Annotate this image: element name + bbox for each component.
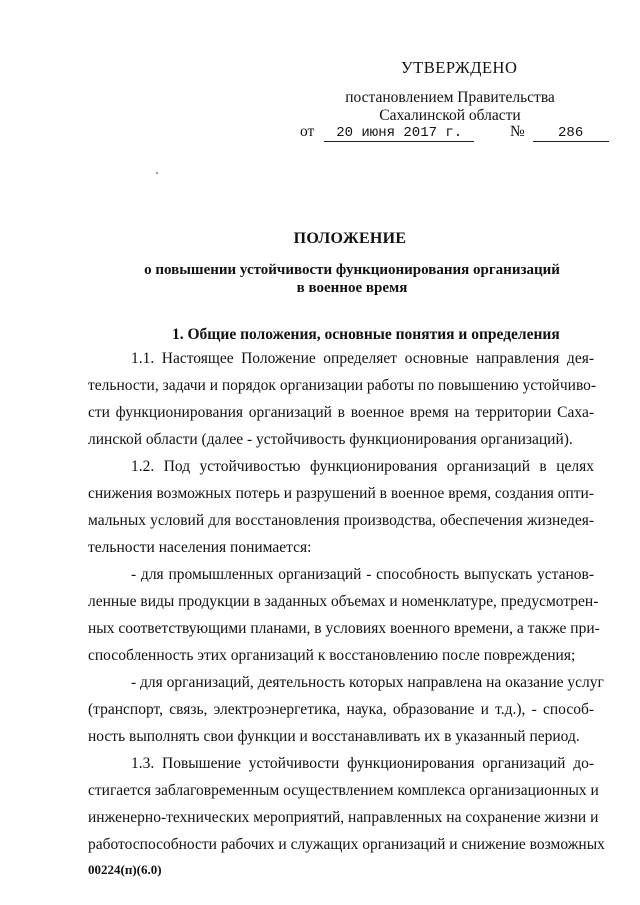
approval-date: 20 июня 2017 г. (324, 125, 474, 142)
paragraph-line: ных соответствующими планами, в условиях военного времени, а также при- (88, 620, 600, 637)
paragraph-line: - для организаций, деятельность которых направлена на оказание услуг (131, 674, 604, 691)
document-subtitle-line-2: в военное время (296, 280, 408, 296)
paragraph-line: - для промышленных организаций - способность выпускать установ- (131, 566, 594, 583)
paragraph-line: ленные виды продукции в заданных объемах и номенклатуре, предусмотрен- (88, 593, 599, 610)
paragraph-line: стигается заблаговременным осуществлением комплекса организационных и (88, 782, 599, 799)
document-subtitle-line-1: о повышении устойчивости функционирования организаций (144, 262, 560, 278)
paragraph-line: снижения возможных потерь и разрушений в военное время, создания опти- (88, 485, 594, 502)
paragraph-line: 1.3. Повышение устойчивости функционирования организаций до- (131, 755, 594, 772)
resolution-number: 286 (533, 125, 609, 142)
paragraph-line: сти функционирования организаций в военное время на территории Саха- (88, 404, 594, 421)
paragraph-line: линской области (далее - устойчивость функционирования организаций). (88, 431, 573, 448)
paragraph-line: 1.1. Настоящее Положение определяет основные направления дея- (131, 350, 594, 367)
paragraph-line: 1.2. Под устойчивостью функционирования организаций в целях (131, 458, 594, 475)
paragraph-line: (транспорт, связь, электроэнергетика, наука, образование и т.д.), - способ- (88, 701, 594, 718)
paragraph-line: мальных условий для восстановления производства, обеспечения жизнедея- (88, 512, 594, 529)
approved-by-line-2: Сахалинской области (379, 107, 521, 124)
approved-by-line-1: постановлением Правительства (345, 89, 555, 106)
paragraph-line: ность выполнять свои функции и восстанавливать их в указанный период. (88, 728, 580, 745)
approval-date-row (300, 123, 609, 142)
date-prefix-label: от (300, 123, 315, 140)
section-heading: 1. Общие положения, основные понятия и определения (172, 326, 560, 343)
approved-stamp-title: УТВЕРЖДЕНО (401, 58, 518, 77)
paragraph-line: работоспособности рабочих и служащих организаций и снижение возможных (88, 836, 605, 853)
number-label: № (509, 123, 525, 140)
paragraph-line: тельности, задачи и порядок организации работы по повышению устойчиво- (88, 377, 597, 394)
document-title: ПОЛОЖЕНИЕ (293, 230, 407, 247)
document-code: 00224(п)(6.0) (88, 862, 162, 877)
paragraph-line: тельности населения понимается: (88, 539, 312, 556)
scan-speck (156, 172, 158, 174)
paragraph-line: инженерно-технических мероприятий, направленных на сохранение жизни и (88, 809, 599, 826)
paragraph-line: способленность этих организаций к восстановлению после повреждения; (88, 647, 576, 664)
